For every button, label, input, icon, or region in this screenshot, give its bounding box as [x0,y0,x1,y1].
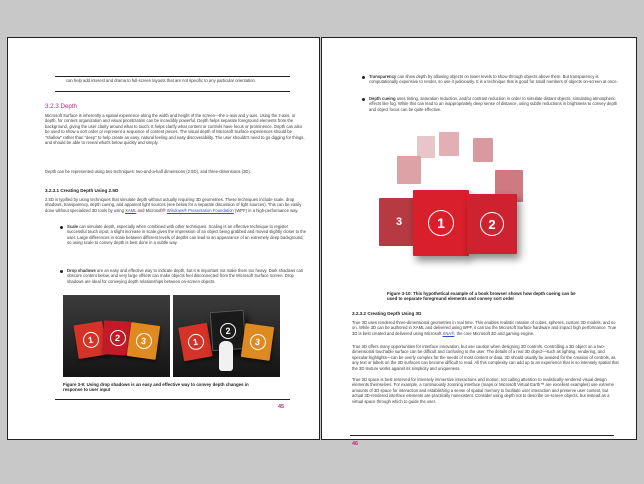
3d-paragraph-3: True 3D space is best reserved for intensely immersive interactions and motion, not calling attention to realistically-rendered visual design elements themselves. For example, a continuously zooming interface (maps or Microsoft Virtual Earth™ are excellent examples) use extreme amounts of 3D space for interaction and establishing a sense of spatial memory to facilitate user interaction and preserve user context, but actual 3D-rendered interface elements are practically nonexistent. Consider using depth not to describe on-screen objects, but instead as a virtual space through which to guide the user. [352,377,614,404]
right-page [321,37,637,447]
bullet-dot [362,98,365,101]
figure-caption-3-10: Figure 3-10: This hypothetical example of a book browser shows how depth cueing can be used to separate foreground elements and convey sort order [387,291,576,302]
bullet-dot [60,226,63,229]
figure-drop-shadows-before [63,295,170,377]
card-distant [439,132,459,156]
card-distant [417,136,435,158]
intro-text: can help add interest and drama to full-screen layouts that are not specific to any particular orientation. [66,78,256,83]
depth-paragraph-3: 2.5D is typified by using techniques that simulate depth without actually requiring 3D geometries. These techniques include scale, drop shadows, transparency, depth cueing, and apparent light sources (see below for a separate discussion of light sources). This can be easily done without specialized 3D tools by using XAML and Microsoft® Windows® Presentation Foundation (WPF) in a high-performance way. [45,197,302,213]
card-distant [397,156,421,184]
divider-bottom-left [55,399,290,400]
figure-drop-shadows-after [173,295,280,377]
left-page [7,37,320,440]
xaml-link[interactable]: XAML [125,207,137,213]
card-foreground: 2 [467,194,517,254]
figure-book-browser [375,128,547,288]
divider-bottom-right [350,435,614,436]
bullet-depth-cueing: Depth cueing uses tinting, saturation reduction, and/or contrast reduction in order to simulate distant objects, simulating atmospheric effects like fog. While this can lead to an inappropriately deep sense of distance, using subtle reductions in brightness to convey depth and object focus can be quite effective. [369,96,618,112]
depth-paragraph-1: Microsoft Surface is inherently a spatial experience along the width and height of the screen—the x-axis and y-axis. Using the z-axis, or depth, for content organization and visual prioritization can be incredibly powerful. Depth helps separate foreground elements from the background, giving the user clarity around what to touch. It helps clarify what content or controls have focus or prominence. Depth can also be used to show a sort order or represent a sequence of content pieces. The visual depth of Microsoft Surface experiences should be "shallow" rather than "deep" to help create an easy, natural feeling and easy discoverability. The user shouldn't need to go digging for things, and should be able to reveal what's below quickly and simply. [45,113,305,146]
xna-link[interactable]: XNA® [442,330,455,336]
depth-paragraph-2: Depth can be represented using two techniques: two-and-a-half dimensions (2.5D), and three-dimensions (3D). [45,169,251,174]
hand-pointer-icon [219,341,233,371]
card-distant [473,138,493,162]
figure-caption-3-9: Figure 3-9: Using drop shadows is an easy and effective way to convey depth changes in response to user input [63,382,249,393]
card-orange: 3 [241,323,274,361]
bullet-scale: Scale can simulate depth, especially when combined with other techniques. Scaling is an effective technique to register successful touch input; a slight increase in scale gives the impression of an object being grabbed and moved slightly closer to the user. Large differences in scale between different levels of depths can lead to an appearance of an extremely deep background, so using scale to convey depth is best done in a subtle way. [67,224,307,246]
subheading-3d: 3.2.3.2 Creating Depth Using 3D [352,311,422,316]
divider-mid-left [55,91,290,92]
bullet-transparency: Transparency can show depth by allowing objects on lower levels to show through objects above them. But transparency is computationally expensive to render, so use it judiciously. It is a technique that is good for small numbers of objects on-screen at once. [369,74,618,85]
card-lifted: 2 [210,310,247,351]
section-heading-depth: 3.2.3 Depth [45,103,77,110]
card-red: 1 [178,323,212,362]
card-red: 2 [102,320,133,355]
3d-paragraph-2: True 3D offers many opportunities for interface innovation, but use caution when designing 3D controls. Controlling a 3D object on a two-dimensional touchable surface can be difficult and confusing to the user. The details of a real 3D object—such as lighting, rendering, and specular highlights—can be overly complex for the needs of most content or data. 3D should usually be avoided for the creation of controls, as any text or labels on the 3D surfaces can become difficult to read. All this complexity can add up to an experience that is so intensely spatial that the 3D texture works against its simplicity and uniqueness. [352,344,619,371]
page-number-right: 46 [352,441,359,447]
bullet-dot [60,270,63,273]
3d-paragraph-1: True 3D uses rendered three-dimensional geometries in real time. This enables realistic rotation of cubes, spheres, custom 3D models, and so on. While 3D can be authored in XAML and delivered using WPF, it can tax the Microsoft Surface hardware and impact high performance. True 3D is best created and delivered using Microsoft XNA®, the core Microsoft 3D and gaming engine. [352,320,617,336]
page-number-left: 45 [278,404,285,410]
card-orange: 3 [127,322,160,360]
divider-top-left [55,76,290,77]
card-foreground: 1 [413,190,469,256]
subheading-2-5d: 3.2.3.1 Creating Depth Using 2.5D [45,188,119,193]
card-mid: 3 [379,198,419,246]
bullet-drop-shadows: Drop shadows are an easy and effective way to indicate depth, but it is important not make them too heavy. Dark shadows can obscure content below, and very large offsets can make objects feel disconnected from the Microsoft Surface screen. Drop shadows are ideal for conveying depth relationships between on-screen objects. [67,268,304,284]
bullet-dot [362,76,365,79]
card-red: 1 [74,321,108,359]
wpf-link[interactable]: Windows® Presentation Foundation [166,207,234,213]
